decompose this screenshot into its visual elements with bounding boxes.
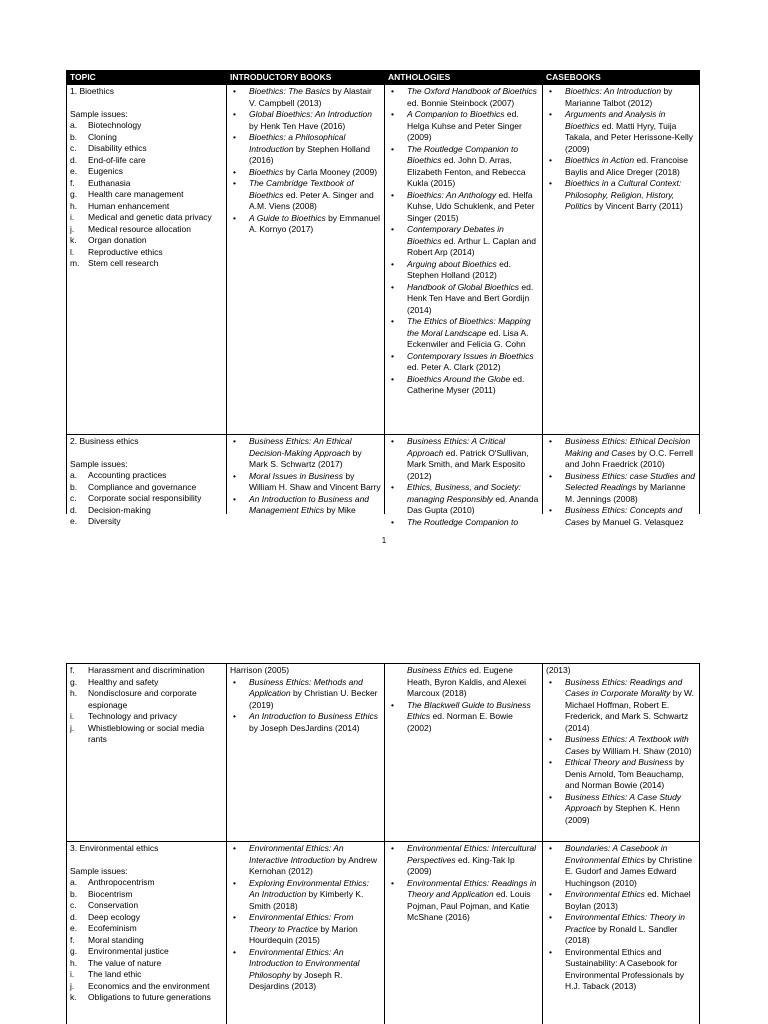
intro-cell	[226, 663, 384, 841]
book-entry	[546, 757, 696, 792]
book-details: by Carla Mooney (2009)	[283, 166, 378, 177]
issue-item	[70, 178, 223, 190]
book-details: by Mark S. Schwartz (2017)	[249, 447, 362, 469]
issue-text: Health care management	[88, 189, 184, 199]
issue-letter: f.	[70, 665, 75, 675]
issue-letter: h.	[70, 957, 78, 968]
book-entry	[230, 947, 381, 993]
issue-text: The land ethic	[88, 969, 142, 979]
issue-text: Organ donation	[88, 235, 147, 245]
book-entry	[546, 155, 696, 178]
book-entry	[230, 178, 381, 213]
book-entry	[230, 132, 381, 167]
issue-text: End-of-life care	[88, 154, 146, 165]
issue-letter: d.	[70, 911, 78, 922]
book-details: ed. Lisa A. Eckenwiler and Felicia G. Cohn	[407, 327, 529, 349]
book-title: Environmental Ethics: Readings in Theory and Application	[407, 877, 537, 899]
book-entry	[388, 316, 539, 351]
issue-text: Moral standing	[88, 934, 144, 945]
case-cell	[542, 434, 700, 527]
book-details: by Emmanuel A. Kornyo (2017)	[249, 212, 381, 234]
book-title: The Routledge Companion to	[407, 516, 519, 527]
topic-cell	[66, 84, 226, 434]
issue-text: Stem cell research	[88, 258, 159, 268]
book-title: Arguments and Analysis in Bioethics	[565, 109, 666, 131]
book-details: ed. Arthur L. Caplan and Robert Arp (2014)	[407, 235, 537, 257]
issue-letter: i.	[70, 711, 75, 721]
issue-letter: b.	[70, 481, 78, 492]
page-2-table	[66, 663, 700, 1024]
issue-text: Corporate social responsibility	[88, 493, 202, 503]
book-title: A Guide to Bioethics	[249, 212, 326, 223]
issue-letter: b.	[70, 131, 78, 142]
book-entry	[388, 517, 539, 529]
book-entry	[230, 471, 381, 494]
issue-item	[70, 665, 223, 677]
issue-letter: c.	[70, 493, 77, 503]
book-title: A Companion to Bioethics	[407, 109, 505, 119]
book-entry	[546, 889, 696, 912]
book-title: Bioethics: a Philosophical Introduction	[249, 132, 346, 154]
issue-item	[70, 258, 223, 270]
book-list	[388, 86, 539, 397]
issue-text: Decision-making	[88, 504, 151, 515]
issue-letter: m.	[70, 258, 80, 268]
book-title: Bioethics Around the Globe	[407, 373, 511, 384]
book-details: ed. Patrick O'Sullivan, Mark Smith, and Mark Esposito (2012)	[407, 447, 529, 481]
issue-text: Accounting practices	[88, 470, 167, 480]
page-1-table	[66, 70, 700, 527]
book-details: ed. Catherine Myser (2011)	[407, 373, 525, 395]
book-entry	[546, 912, 696, 947]
book-details: by Andrew Kernohan (2012)	[249, 854, 378, 876]
issue-letter: a.	[70, 877, 78, 887]
issue-text: Medical resource allocation	[88, 223, 191, 234]
book-entry	[388, 190, 539, 225]
book-title: Bioethics: The Basics	[249, 86, 331, 96]
header-casebooks: CASEBOOKS	[542, 70, 700, 84]
book-title: Bioethics in a Cultural Context: Philosophy, Religion, History, Politics	[565, 178, 682, 211]
book-entry	[546, 86, 696, 109]
issue-text: Economics and the environment	[88, 980, 210, 991]
book-details: by Vincent Barry (2011)	[591, 201, 683, 211]
topic-cell	[66, 663, 226, 841]
book-title: Bioethics: An Introduction	[565, 86, 662, 96]
sample-issues-label: Sample issues:	[70, 865, 128, 876]
issue-item	[70, 516, 223, 528]
book-details: ed. Peter A. Singer and A.M. Viens (2008)	[249, 189, 374, 211]
book-title: The Oxford Handbook of Bioethics	[407, 86, 537, 96]
book-title: The Cambridge Textbook of Bioethics	[249, 178, 354, 200]
issue-item	[70, 482, 223, 494]
book-title: Business Ethics	[407, 665, 467, 675]
book-details: ed. Louis Pojman, Paul Pojman, and Katie McShane (2016)	[407, 889, 531, 922]
issue-item	[70, 166, 223, 178]
anth-cell	[384, 84, 542, 434]
issue-letter: h.	[70, 688, 78, 698]
book-entry	[546, 792, 696, 827]
book-title: An Introduction to Business and Management Ethics	[249, 493, 370, 515]
book-title: Business Ethics: An Ethical Decision-Making Approach	[249, 436, 352, 458]
issue-text: Nondisclosure and corporate espionage	[88, 688, 197, 710]
book-title: Ethics, Business, and Society: managing Responsibly	[407, 482, 521, 504]
issue-letter: i.	[70, 969, 75, 979]
book-details: Environmental Ethics and Sustainability: A Casebook for Environmental Professionals by H.J. Taback (2013)	[565, 946, 685, 991]
issue-text: Eugenics	[88, 166, 123, 176]
book-details: by Stephen Holland (2016)	[249, 143, 370, 165]
issue-text: Ecofeminism	[88, 923, 137, 933]
book-list	[230, 843, 381, 993]
issue-list	[70, 665, 223, 746]
issue-text: Anthropocentrism	[88, 877, 155, 887]
book-title: Environmental Ethics: An Interactive Introduction	[249, 843, 344, 865]
book-details: by Henk Ten Have (2016)	[249, 120, 346, 131]
book-title: An Introduction to Business Ethics	[249, 711, 378, 721]
issue-letter: e.	[70, 166, 78, 176]
issue-item	[70, 235, 223, 247]
issue-item	[70, 120, 223, 132]
issue-item	[70, 155, 223, 167]
book-list	[388, 843, 539, 924]
book-title: The Ethics of Bioethics: Mapping the Moral Landscape	[407, 316, 531, 338]
book-title: The Routledge Companion to Bioethics	[407, 143, 519, 165]
issue-letter: g.	[70, 946, 78, 956]
topic-title: 3. Environmental ethics	[70, 843, 159, 853]
book-details: by Marion Hourdequin (2015)	[249, 923, 358, 945]
issue-letter: j.	[70, 223, 75, 234]
issue-text: Environmental justice	[88, 946, 169, 956]
book-details: by Joseph DesJardins (2014)	[249, 722, 360, 733]
issue-item	[70, 923, 223, 935]
issue-item	[70, 877, 223, 889]
issue-text: Conservation	[88, 900, 139, 910]
issue-text: Technology and privacy	[88, 711, 177, 721]
book-title: Environmental Ethics	[565, 889, 645, 899]
issue-letter: c.	[70, 143, 77, 153]
book-entry	[546, 734, 696, 757]
issue-item	[70, 946, 223, 958]
book-details: ed. Helga Kuhse and Peter Singer (2009)	[407, 109, 522, 142]
issue-text: Human enhancement	[88, 200, 170, 211]
book-entry	[388, 144, 539, 190]
book-title: Ethical Theory and Business	[565, 757, 673, 767]
issue-text: The value of nature	[88, 957, 162, 968]
book-list	[230, 436, 381, 517]
issue-text: Compliance and governance	[88, 481, 197, 492]
book-title: Arguing about Bioethics	[407, 258, 497, 269]
book-entry	[546, 677, 696, 735]
issue-list	[70, 470, 223, 528]
book-details: by Manuel G. Velasquez	[589, 516, 684, 527]
book-entry	[230, 494, 381, 517]
issue-text: Diversity	[88, 516, 121, 526]
book-entry	[388, 109, 539, 144]
book-entry	[546, 178, 696, 213]
book-details: ed. Norman E. Bowie (2002)	[407, 711, 513, 733]
book-list	[388, 436, 539, 528]
book-entry	[388, 86, 539, 109]
issue-letter: i.	[70, 212, 75, 222]
book-entry	[388, 224, 539, 259]
book-entry	[546, 436, 696, 471]
issue-letter: e.	[70, 923, 78, 933]
book-details: ed. Ananda Das Gupta (2010)	[407, 493, 539, 515]
case-cell	[542, 84, 700, 434]
issue-item	[70, 900, 223, 912]
book-details: ed. Eugene Heath, Byron Kaldis, and Alexei Marcoux (2018)	[407, 665, 527, 698]
book-title: Environmental Ethics: An Introduction to Environmental Philosophy	[249, 946, 360, 980]
book-entry	[546, 843, 696, 889]
issue-item	[70, 212, 223, 224]
book-details: by Alastair V. Campbell (2013)	[249, 86, 372, 108]
issue-text: Deep ecology	[88, 911, 140, 922]
book-title: Exploring Environmental Ethics: An Introduction	[249, 877, 370, 899]
book-title: Contemporary Debates in Bioethics	[407, 224, 504, 246]
issue-letter: j.	[70, 980, 75, 991]
book-entry	[230, 109, 381, 132]
book-list	[230, 86, 381, 236]
issue-item	[70, 688, 223, 711]
issue-letter: g.	[70, 676, 78, 687]
case-cell	[542, 663, 700, 841]
anth-cell	[384, 841, 542, 1024]
issue-item	[70, 470, 223, 482]
issue-letter: c.	[70, 900, 77, 910]
issue-text: Healthy and safety	[88, 676, 159, 687]
issue-item	[70, 247, 223, 259]
book-entry	[388, 374, 539, 397]
issue-text: Medical and genetic data privacy	[88, 212, 212, 222]
issue-letter: f.	[70, 177, 75, 188]
book-title: Business Ethics: Readings and Cases in Corporate Morality	[565, 676, 683, 698]
book-title: Business Ethics: Concepts and Cases	[565, 505, 683, 527]
case-cell	[542, 841, 700, 1024]
issue-item	[70, 711, 223, 723]
book-title: Handbook of Global Bioethics	[407, 281, 519, 292]
book-entry	[230, 878, 381, 913]
book-entry	[546, 109, 696, 155]
continued-entry: Harrison (2005)	[230, 665, 290, 675]
intro-cell	[226, 84, 384, 434]
book-title: Environmental Ethics: Intercultural Perspectives	[407, 843, 536, 865]
issue-text: Biotechnology	[88, 120, 142, 130]
anth-cell	[384, 434, 542, 527]
issue-item	[70, 201, 223, 213]
book-details: by Marianne Talbot (2012)	[565, 86, 673, 108]
book-entry	[230, 711, 381, 734]
book-entry	[388, 843, 539, 878]
book-title: Bioethics	[249, 166, 284, 177]
book-entry	[230, 436, 381, 471]
topic-cell	[66, 434, 226, 526]
book-details: by Stephen K. Henn (2009)	[565, 803, 680, 825]
book-entry	[388, 482, 539, 517]
topic-cell	[66, 841, 226, 1024]
anth-cell	[384, 663, 542, 841]
book-entry	[546, 505, 696, 528]
book-title: Business Ethics: A Textbook with Cases	[565, 734, 689, 756]
header-topic: TOPIC	[66, 70, 226, 84]
issue-item	[70, 143, 223, 155]
issue-item	[70, 958, 223, 970]
issue-item	[70, 889, 223, 901]
book-title: Business Ethics: A Critical Approach	[407, 436, 506, 458]
book-title: Bioethics in Action	[565, 155, 635, 165]
book-entry	[230, 86, 381, 109]
issue-letter: a.	[70, 120, 78, 130]
intro-cell	[226, 434, 384, 514]
issue-letter: g.	[70, 189, 78, 199]
issue-text: Whistleblowing or social media rants	[88, 722, 205, 744]
issue-letter: d.	[70, 504, 78, 515]
issue-text: Disability ethics	[88, 143, 147, 153]
issue-item	[70, 992, 223, 1004]
page-number: 1	[381, 536, 387, 545]
continued-entry: (2013)	[546, 665, 571, 675]
issue-letter: a.	[70, 470, 78, 480]
book-details: by Christine E. Gudorf and James Edward Huchingson (2010)	[565, 854, 693, 888]
book-title: Business Ethics: A Case Study Approach	[565, 791, 682, 813]
book-title: The Blackwell Guide to Business Ethics	[407, 699, 531, 721]
book-title: Global Bioethics: An Introduction	[249, 109, 373, 119]
book-details: ed. Matti Hyry, Tuija Takala, and Peter Herissone-Kelly (2009)	[565, 120, 694, 154]
book-details: ed. Michael Boylan (2013)	[565, 889, 691, 911]
book-entry	[388, 282, 539, 317]
book-entry	[546, 947, 696, 993]
issue-item	[70, 189, 223, 201]
book-title: Environmental Ethics: Theory in Practice	[565, 912, 685, 934]
issue-list	[70, 120, 223, 270]
book-entry	[388, 259, 539, 282]
book-list	[546, 436, 696, 528]
book-title: Boundaries: A Casebook in Environmental Ethics	[565, 843, 668, 865]
book-title: Business Ethics: Methods and Application	[249, 676, 363, 698]
issue-letter: k.	[70, 992, 77, 1002]
issue-letter: e.	[70, 516, 78, 526]
book-list	[546, 677, 696, 827]
book-entry	[230, 167, 381, 179]
issue-text: Obligations to future generations	[88, 992, 211, 1002]
book-entry	[388, 878, 539, 924]
book-details: ed. Helfa Kuhse, Udo Schuklenk, and Peter Singer (2015)	[407, 189, 535, 223]
book-details: ed. John D. Arras, Elizabeth Fenton, and Rebecca Kukla (2015)	[407, 155, 526, 188]
book-details: ed. King-Tak Ip (2009)	[407, 854, 515, 876]
issue-item	[70, 912, 223, 924]
intro-cell	[226, 841, 384, 1024]
issue-text: Euthanasia	[88, 177, 131, 188]
issue-item	[70, 677, 223, 689]
book-details: ed. Peter A. Clark (2012)	[407, 362, 501, 372]
issue-item	[70, 224, 223, 236]
book-details: by Denis Arnold, Tom Beauchamp, and Norman Bowie (2014)	[565, 757, 685, 790]
book-title: Moral Issues in Business	[249, 470, 344, 481]
book-title: Business Ethics: case Studies and Selected Readings	[565, 470, 695, 492]
book-details: ed. Francoise Baylis and Alice Dreger (2018)	[565, 155, 689, 177]
book-title: Business Ethics: Ethical Decision Making and Cases	[565, 436, 691, 458]
book-entry	[230, 843, 381, 878]
book-entry	[388, 351, 539, 374]
issue-item	[70, 723, 223, 746]
book-entry	[388, 436, 539, 482]
book-details: by O.C. Ferrell and John Fraedrick (2010)	[565, 447, 694, 469]
issue-item	[70, 132, 223, 144]
issue-item	[70, 493, 223, 505]
book-details: by William H. Shaw (2010)	[589, 745, 692, 756]
issue-letter: h.	[70, 200, 78, 211]
book-entry	[230, 912, 381, 947]
book-details: by Ronald L. Sandler (2018)	[565, 923, 678, 945]
issue-item	[70, 505, 223, 517]
issue-item	[70, 935, 223, 947]
book-details: by William H. Shaw and Vincent Barry	[249, 470, 381, 492]
book-title: Environmental Ethics: From Theory to Practice	[249, 912, 354, 934]
issue-item	[70, 969, 223, 981]
issue-text: Reproductive ethics	[88, 246, 163, 257]
issue-letter: j.	[70, 722, 75, 733]
book-details: ed. Henk Ten Have and Bert Gordijn (2014)	[407, 281, 534, 315]
book-entry	[230, 677, 381, 712]
sample-issues-label: Sample issues:	[70, 458, 128, 469]
book-details: by Marianne M. Jennings (2008)	[565, 482, 686, 504]
header-introductory-books: INTRODUCTORY BOOKS	[226, 70, 384, 84]
book-details: by Mike	[324, 505, 356, 515]
issue-item	[70, 981, 223, 993]
book-list	[230, 677, 381, 735]
book-details: by Joseph R. Desjardins (2013)	[249, 969, 343, 991]
issue-list	[70, 877, 223, 1004]
book-entry	[546, 471, 696, 506]
continued-entry	[388, 665, 539, 700]
book-details: ed. Bonnie Steinbock (2007)	[407, 97, 515, 108]
issue-letter: b.	[70, 888, 78, 899]
book-details: by W. Michael Hoffman, Robert E. Frederick, and Mark S. Schwartz (2014)	[565, 688, 694, 733]
book-details: by Christian U. Becker (2019)	[249, 688, 378, 710]
book-list	[388, 700, 539, 735]
book-title: Bioethics: An Anthology	[407, 189, 497, 200]
topic-title: 1. Bioethics	[70, 86, 114, 96]
issue-text: Biocentrism	[88, 888, 133, 899]
book-entry	[388, 700, 539, 735]
book-entry	[230, 213, 381, 236]
issue-letter: d.	[70, 154, 78, 165]
issue-text: Cloning	[88, 131, 117, 142]
issue-letter: f.	[70, 934, 75, 945]
issue-letter: l.	[70, 246, 75, 257]
issue-text: Harassment and discrimination	[88, 665, 205, 675]
header-anthologies: ANTHOLOGIES	[384, 70, 542, 84]
book-list	[546, 86, 696, 213]
book-list	[546, 843, 696, 993]
book-details: ed. Stephen Holland (2012)	[407, 258, 511, 280]
topic-title: 2. Business ethics	[70, 436, 139, 446]
issue-letter: k.	[70, 235, 77, 245]
sample-issues-label: Sample issues:	[70, 108, 128, 119]
book-title: Contemporary Issues in Bioethics	[407, 350, 534, 361]
book-details: by Kimberly K. Smith (2018)	[249, 889, 364, 911]
